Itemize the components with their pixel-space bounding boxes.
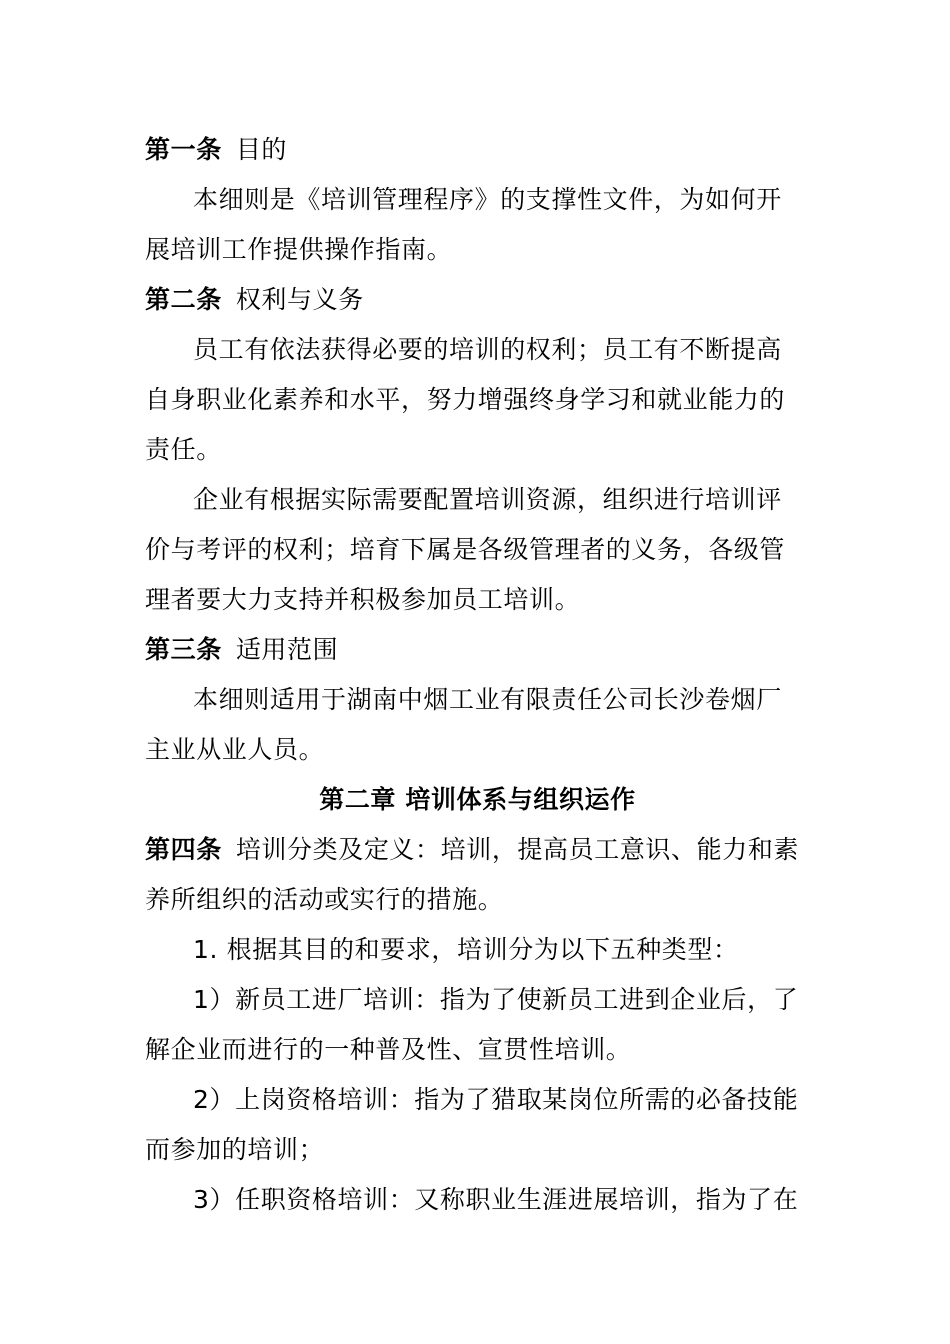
paragraph-line: 企业有根据实际需要配置培训资源，组织进行培训评: [193, 485, 782, 514]
article-number: 第二条: [145, 285, 222, 314]
article-number: 第一条: [145, 135, 222, 164]
article-title: 适用范围: [235, 635, 339, 664]
paragraph-line: 展培训工作提供操作指南。: [145, 235, 453, 264]
paragraph-line: 主业从业人员。: [145, 735, 325, 764]
paragraph-line: 本细则是《培训管理程序》的支撑性文件，为如何开: [193, 185, 782, 214]
sub-item-line: 1）新员工进厂培训：指为了使新员工进到企业后，了: [193, 985, 799, 1014]
document-page: [145, 125, 810, 1225]
article-number: 第四条: [145, 835, 222, 864]
paragraph-line: 责任。: [145, 435, 222, 464]
sub-item-line: 3）任职资格培训：又称职业生涯进展培训，指为了在: [193, 1185, 799, 1214]
article-title: 权利与义务: [235, 285, 364, 314]
chapter-heading: 第二章 培训体系与组织运作: [319, 785, 636, 814]
sub-item-line: 而参加的培训；: [145, 1135, 325, 1164]
article-title: 目的: [235, 135, 288, 164]
paragraph-line: 员工有依法获得必要的培训的权利；员工有不断提高: [193, 335, 782, 364]
sub-item-line: 2）上岗资格培训：指为了猎取某岗位所需的必备技能: [193, 1085, 799, 1114]
article-4-heading: [145, 825, 810, 875]
paragraph-line: 本细则适用于湖南中烟工业有限责任公司长沙卷烟厂: [193, 685, 782, 714]
paragraph-line: 价与考评的权利；培育下属是各级管理者的义务，各级管: [145, 535, 786, 564]
article-number: 第三条: [145, 635, 222, 664]
list-item: 1. 根据其目的和要求，培训分为以下五种类型：: [193, 935, 739, 964]
article-1-heading: [145, 125, 810, 175]
paragraph-line: 理者要大力支持并积极参加员工培训。: [145, 585, 581, 614]
article-3-heading: [145, 625, 810, 675]
paragraph-line: 自身职业化素养和水平，努力增强终身学习和就业能力的: [145, 385, 786, 414]
paragraph-line: 养所组织的活动或实行的措施。: [145, 885, 504, 914]
article-text: 培训分类及定义：培训，提高员工意识、能力和素: [235, 835, 800, 864]
article-2-heading: [145, 275, 810, 325]
sub-item-line: 解企业而进行的一种普及性、宣贯性培训。: [145, 1035, 632, 1064]
